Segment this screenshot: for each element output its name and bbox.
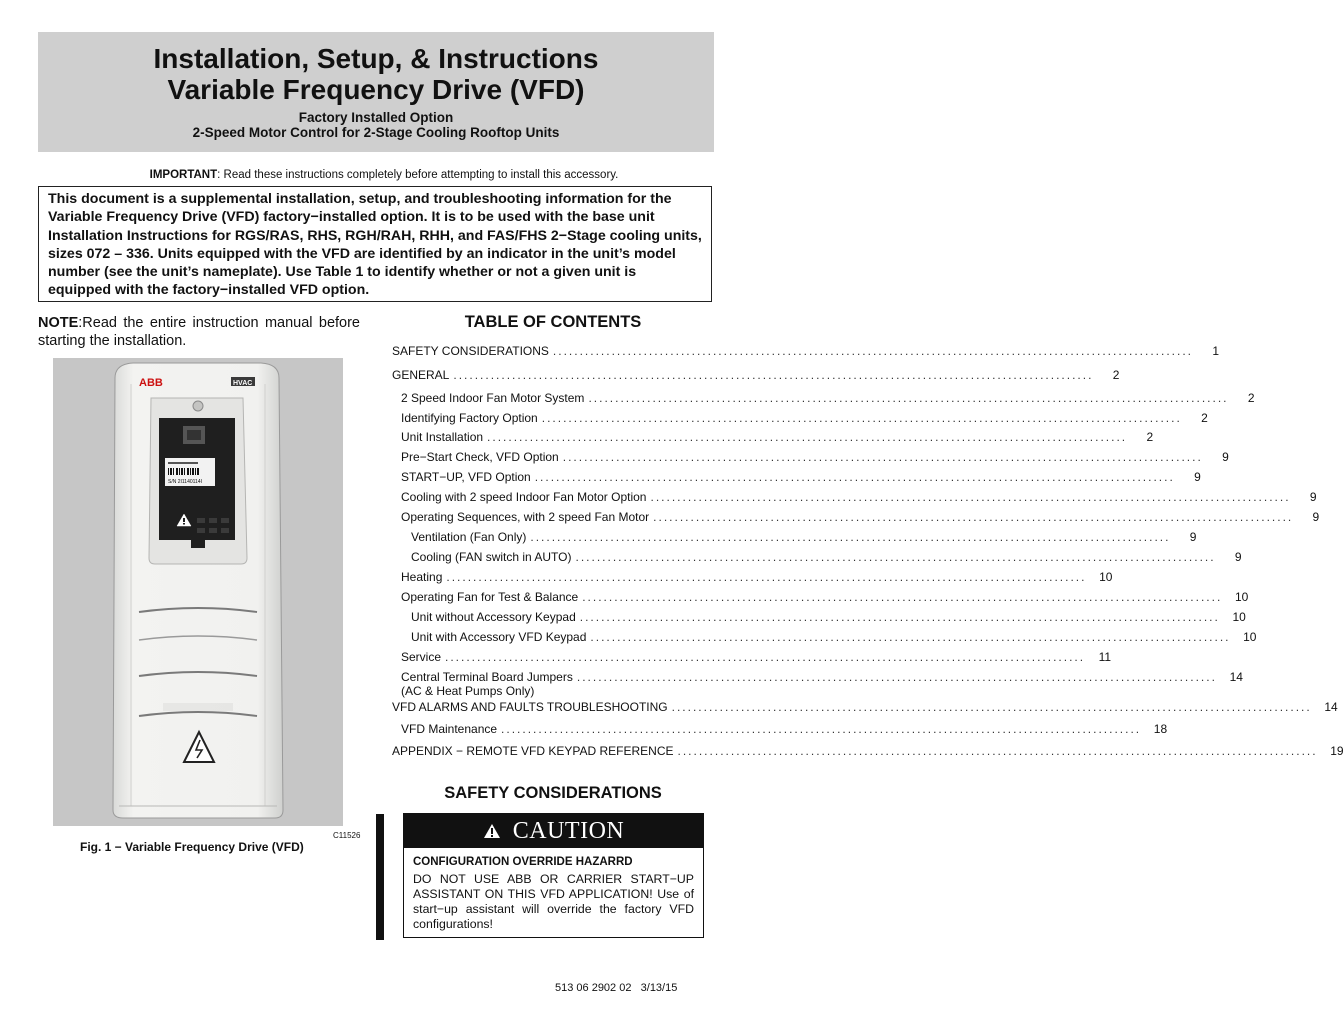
toc-entry[interactable] [392, 570, 1113, 586]
toc-entry-label [401, 670, 573, 698]
toc-leader-dots: ........................................................................................................................ [671, 700, 1312, 714]
toc-page-number: 11 [1098, 650, 1112, 664]
toc-entry-label: Ventilation (Fan Only) [411, 530, 527, 544]
toc-heading: TABLE OF CONTENTS [464, 313, 642, 331]
toc-entry-label: Heating [401, 570, 443, 584]
toc-page-number: 2 [1201, 411, 1208, 425]
toc-entry-label: START−UP, VFD Option [401, 470, 531, 484]
toc-page-number: 14 [1324, 700, 1338, 714]
subtitle-line2: 2-Speed Motor Control for 2-Stage Cooling Rooftop Units [192, 125, 560, 140]
toc-entry-label: Unit with Accessory VFD Keypad [411, 630, 587, 644]
footer [555, 982, 677, 994]
toc-page-number: 9 [1234, 550, 1242, 564]
toc-entry[interactable] [392, 490, 1317, 506]
doc-number: 513 06 2902 02 [555, 982, 632, 994]
toc-entry-label: Service [401, 650, 442, 664]
toc-entry[interactable] [392, 510, 1320, 526]
note-paragraph [38, 314, 360, 350]
toc-leader-dots: ........................................................................................................................ [453, 368, 1094, 382]
intro-paragraph: This document is a supplemental installation, setup, and troubleshooting information for the Variable Frequency Drive (VFD) factory−installed option. It is to be used with the base unit Installation Instructions for RGS/RAS, RHS, RGH/RAH, RHH, and FAS/FHS 2−Stage cooling units, sizes 072 – 336. Units equipped with the VFD are identified by an indicator in the unit’s model number (see the unit’s nameplate). Use Table 1 to identify whether or not a given unit is equipped with the factory−installed VFD option. [38, 186, 712, 302]
hazard-text: DO NOT USE ABB OR CARRIER START−UP ASSISTANT ON THIS VFD APPLICATION! Use of start−up assistant will override the factory VFD configurations! [413, 872, 694, 931]
toc-page-number: 9 [1309, 490, 1317, 504]
important-notice [0, 168, 768, 182]
toc-page-number: 19 [1330, 744, 1344, 758]
safety-heading: SAFETY CONSIDERATIONS [444, 784, 662, 802]
toc-entry[interactable] [392, 722, 1168, 738]
toc-leader-dots: ........................................................................................................................ [541, 411, 1182, 425]
note-label: NOTE [38, 315, 79, 331]
toc-entry-label-line2: (AC & Heat Pumps Only) [401, 684, 535, 698]
toc-entry-label: SAFETY CONSIDERATIONS [392, 344, 549, 358]
toc-entry[interactable] [392, 700, 1338, 716]
toc-page-number: 2 [1146, 430, 1154, 444]
toc-entry[interactable] [392, 744, 1344, 760]
subtitle: Factory Installed Option [298, 110, 454, 125]
toc-entry[interactable] [392, 344, 1219, 360]
toc-leader-dots: ........................................................................................................................ [552, 344, 1193, 358]
note-text: :Read the entire instruction manual before starting the installation. [38, 315, 360, 349]
toc-entry-label: APPENDIX − REMOTE VFD KEYPAD REFERENCE [392, 744, 674, 758]
toc-entry-label-line1: Central Terminal Board Jumpers [401, 670, 573, 684]
toc-leader-dots: ........................................................................................................................ [588, 391, 1229, 405]
toc-entry[interactable] [392, 530, 1197, 546]
toc-entry-label: Cooling (FAN switch in AUTO) [411, 550, 572, 564]
toc-entry-label: GENERAL [392, 368, 450, 382]
toc-entry[interactable] [392, 550, 1242, 566]
toc-page-number: 9 [1189, 530, 1197, 544]
caution-word: CAUTION [512, 817, 625, 844]
toc-page-number: 10 [1232, 610, 1246, 624]
toc-entry[interactable] [392, 650, 1112, 666]
abb-logo: ABB [139, 377, 163, 389]
toc-entry-label: Pre−Start Check, VFD Option [401, 450, 559, 464]
toc-leader-dots: ........................................................................................................................ [534, 470, 1175, 484]
important-text: : Read these instructions completely before attempting to install this accessory. [217, 169, 619, 181]
toc-page-number: 10 [1243, 630, 1257, 644]
toc-entry[interactable] [392, 411, 1208, 427]
toc-entry-label: Identifying Factory Option [401, 411, 538, 425]
toc-entry-label: Operating Fan for Test & Balance [401, 590, 579, 604]
important-label: IMPORTANT [149, 169, 218, 181]
toc-page-number: 10 [1234, 590, 1249, 604]
toc-page-number: 9 [1222, 450, 1229, 464]
toc-entry-label: VFD Maintenance [401, 722, 498, 736]
toc-leader-dots: ........................................................................................................................ [445, 650, 1086, 664]
toc-page-number: 10 [1099, 570, 1113, 584]
toc-page-number: 18 [1153, 722, 1168, 736]
toc-page-number: 9 [1312, 510, 1320, 524]
warning-icon [483, 823, 501, 839]
toc-page-number: 1 [1212, 344, 1219, 358]
figure-caption: Fig. 1 − Variable Frequency Drive (VFD) [80, 840, 304, 854]
page-title-line2: Variable Frequency Drive (VFD) [167, 74, 585, 105]
caution-header [404, 814, 703, 848]
toc-entry[interactable] [392, 430, 1154, 446]
toc-page-number: 2 [1247, 391, 1255, 405]
toc-leader-dots: ........................................................................................................................ [582, 590, 1223, 604]
toc-leader-dots: ........................................................................................................................ [653, 510, 1294, 524]
toc-leader-dots: ........................................................................................................................ [501, 722, 1142, 736]
toc-entry[interactable] [392, 590, 1249, 606]
figure-code: C11526 [333, 831, 361, 840]
serial-label: S/N 2I1140114I [168, 479, 203, 485]
toc-leader-dots: ........................................................................................................................ [579, 610, 1220, 624]
toc-entry[interactable] [392, 450, 1229, 466]
page-title: Installation, Setup, & Instructions [153, 43, 599, 74]
toc-entry[interactable] [392, 610, 1246, 626]
hazard-title: CONFIGURATION OVERRIDE HAZARRD [413, 856, 633, 868]
toc-entry-label: 2 Speed Indoor Fan Motor System [401, 391, 585, 405]
toc-entry-label: Unit without Accessory Keypad [411, 610, 576, 624]
toc-leader-dots: ........................................................................................................................ [576, 670, 1217, 684]
vfd-photo [53, 358, 343, 826]
toc-entry-label: Operating Sequences, with 2 speed Fan Motor [401, 510, 650, 524]
toc-page-number: 14 [1229, 670, 1243, 684]
toc-entry-label: Cooling with 2 speed Indoor Fan Motor Option [401, 490, 647, 504]
toc-leader-dots: ........................................................................................................................ [562, 450, 1203, 464]
toc-leader-dots: ........................................................................................................................ [650, 490, 1291, 504]
toc-leader-dots: ........................................................................................................................ [590, 630, 1231, 644]
caution-box [403, 813, 704, 938]
vfd-illustration [53, 358, 343, 826]
toc-entry-label: VFD ALARMS AND FAULTS TROUBLESHOOTING [392, 700, 668, 714]
toc-leader-dots: ........................................................................................................................ [575, 550, 1216, 564]
toc-entry[interactable] [392, 630, 1257, 646]
toc-leader-dots: ........................................................................................................................ [487, 430, 1128, 444]
toc-page-number: 2 [1112, 368, 1120, 382]
hvac-tag: HVAC [233, 380, 253, 387]
toc-leader-dots: ........................................................................................................................ [677, 744, 1318, 758]
margin-bar [376, 814, 384, 940]
title-banner [38, 32, 714, 152]
doc-date: 3/13/15 [640, 982, 678, 994]
toc-page-number: 9 [1194, 470, 1201, 484]
toc-entry[interactable] [392, 470, 1201, 486]
toc-entry[interactable] [392, 368, 1120, 384]
toc-leader-dots: ........................................................................................................................ [446, 570, 1087, 584]
toc-entry[interactable] [392, 670, 1243, 700]
toc-entry-label: Unit Installation [401, 430, 484, 444]
toc-entry[interactable] [392, 391, 1255, 407]
toc-leader-dots: ........................................................................................................................ [530, 530, 1171, 544]
